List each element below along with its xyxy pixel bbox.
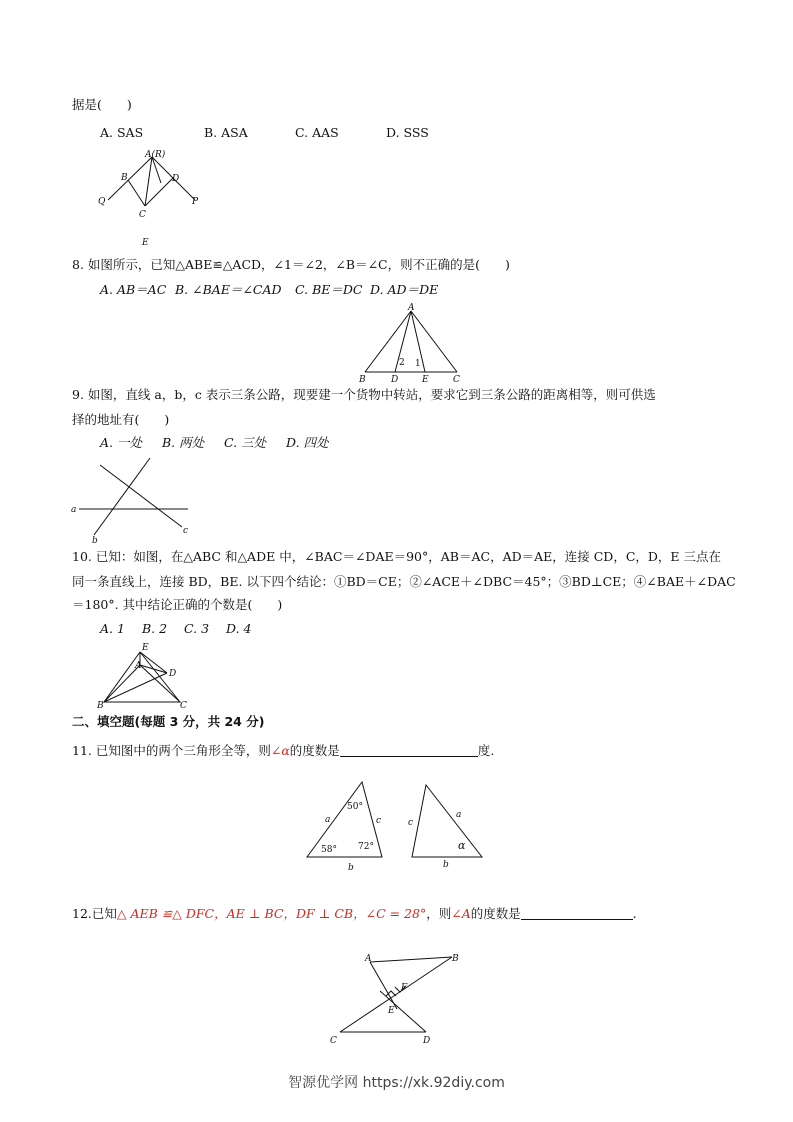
- q10-stem-line1: 10. 已知：如图，在△ABC 和△ADE 中，∠BAC＝∠DAE＝90°，AB＝AC，AD＝AE，连接 CD，C，D，E 三点在: [72, 549, 722, 564]
- q11-figure: [300, 775, 495, 873]
- q10-option-d: D. 4: [226, 621, 252, 636]
- q7-option-a: A. SAS: [100, 125, 144, 140]
- q7-label-p: P: [192, 197, 199, 207]
- q9-label-c: c: [183, 526, 189, 536]
- q7-label-b: B: [121, 173, 128, 183]
- q12-stem: 12.已知△ AEB ≌△ DFC，AE ⊥ BC，DF ⊥ CB，∠C = 28°，则∠A的度数是 .: [72, 906, 637, 921]
- q9-option-d: D. 四处: [286, 435, 329, 450]
- q10-figure: [95, 640, 200, 712]
- q11-label-alpha: α: [458, 839, 466, 852]
- q9-figure: [70, 455, 195, 546]
- q9-option-a: A. 一处: [100, 435, 142, 450]
- q11-label-c1: c: [376, 816, 382, 826]
- q12-label-d: D: [423, 1036, 431, 1046]
- q9-stem-line2: 择的地址有( ): [72, 412, 170, 427]
- q11-label-50: 50°: [347, 802, 363, 812]
- q8-stem: 8. 如图所示，已知△ABE≌△ACD，∠1＝∠2，∠B＝∠C，则不正确的是( ): [72, 257, 510, 272]
- q7-option-c: C. AAS: [295, 125, 339, 140]
- section-title: 二、填空题(每题 3 分，共 24 分): [72, 714, 265, 729]
- q9-label-b: b: [92, 536, 98, 546]
- q8-label-a: A: [408, 303, 415, 313]
- q11-label-c2: c: [408, 818, 414, 828]
- q8-label-c: C: [453, 375, 460, 385]
- q8-label-e: E: [422, 375, 429, 385]
- q8-option-b: B. ∠BAE＝∠CAD: [175, 282, 282, 297]
- q12-label-e: E: [388, 1006, 395, 1016]
- q9-label-a: a: [71, 505, 77, 515]
- q8-options: [100, 282, 438, 298]
- q10-label-c: C: [180, 701, 187, 711]
- q8-label-2: 2: [399, 358, 405, 368]
- q10-stem-line3: ＝180°. 其中结论正确的个数是( ): [72, 597, 283, 612]
- q7-label-e: E: [142, 238, 149, 248]
- q10-option-b: B. 2: [142, 621, 168, 636]
- q8-figure: [355, 302, 470, 384]
- q8-label-d: D: [391, 375, 399, 385]
- q8-label-b: B: [359, 375, 366, 385]
- q11-answer-blank[interactable]: [340, 743, 478, 757]
- q11-label-a1: a: [325, 815, 331, 825]
- q10-option-a: A. 1: [100, 621, 125, 636]
- q7-label-a: A(R): [145, 150, 166, 160]
- q12-angle-a: ∠A: [451, 906, 471, 921]
- q7-figure: [95, 145, 210, 250]
- q10-label-d: D: [169, 669, 177, 679]
- q11-alpha: ∠α: [270, 743, 290, 758]
- q9-option-b: B. 两处: [162, 435, 205, 450]
- q11-label-58: 58°: [321, 845, 337, 855]
- q8-option-c: C. BE＝DC: [295, 282, 363, 297]
- q8-option-d: D. AD＝DE: [370, 282, 439, 297]
- q12-label-c: C: [330, 1036, 337, 1046]
- q7-options: [100, 125, 429, 141]
- q9-options: [100, 435, 329, 451]
- q11-label-b2: b: [443, 860, 449, 870]
- q12-label-f: F: [401, 983, 408, 993]
- q12-answer-blank[interactable]: [521, 906, 633, 920]
- q7-label-c: C: [139, 210, 146, 220]
- q11-label-72: 72°: [358, 842, 374, 852]
- q7-option-d: D. SSS: [386, 125, 429, 140]
- q10-label-e: E: [142, 643, 149, 653]
- q8-label-1: 1: [415, 359, 421, 369]
- q10-stem-line2: 同一条直线上，连接 BD，BE. 以下四个结论：①BD＝CE；②∠ACE＋∠DBC＝45°；③BD⊥CE；④∠BAE＋∠DAC: [72, 574, 736, 589]
- q12-label-a: A: [365, 954, 372, 964]
- q10-label-b: B: [97, 701, 104, 711]
- q11-stem: 11. 已知图中的两个三角形全等，则∠α的度数是 度.: [72, 743, 495, 758]
- q10-option-c: C. 3: [184, 621, 210, 636]
- footer-watermark: 智源优学网 https://xk.92diy.com: [288, 1075, 505, 1091]
- q7-label-d: D: [172, 174, 180, 184]
- q12-figure: [325, 947, 470, 1047]
- q10-label-a: A: [135, 661, 142, 671]
- q9-stem-line1: 9. 如图，直线 a，b，c 表示三条公路，现要建一个货物中转站，要求它到三条公路的距离相等，则可供选: [72, 387, 656, 402]
- q7-option-b: B. ASA: [204, 125, 248, 140]
- q12-label-b: B: [452, 954, 459, 964]
- q11-label-a2: a: [456, 810, 462, 820]
- q12-condition: △ AEB ≌△ DFC，AE ⊥ BC，DF ⊥ CB，∠C = 28°: [116, 906, 427, 921]
- q11-label-b1: b: [348, 863, 354, 873]
- q8-option-a: A. AB＝AC: [100, 282, 167, 297]
- q9-option-c: C. 三处: [224, 435, 267, 450]
- q7-stem-tail: 据是( ): [72, 97, 132, 112]
- q10-options: [100, 621, 251, 637]
- q7-label-q: Q: [98, 197, 106, 207]
